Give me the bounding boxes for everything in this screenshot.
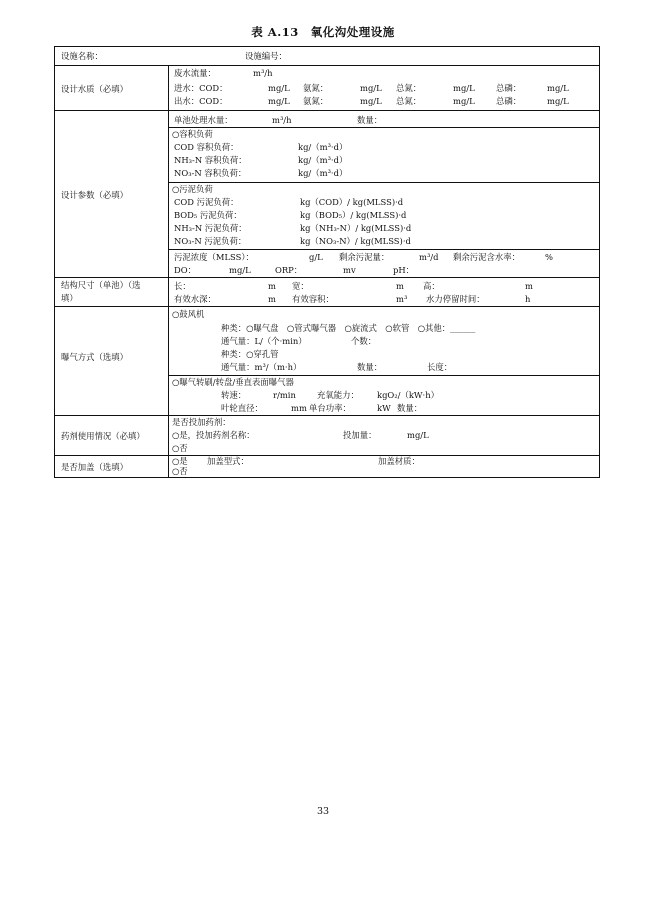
row-divider <box>55 455 599 456</box>
qty-label: 数量： <box>397 403 423 413</box>
bod-sl-label: BOD₅ 污泥负荷： <box>174 210 242 220</box>
row-divider <box>55 277 599 278</box>
total-p-label: 总磷： <box>496 96 522 106</box>
sub-divider <box>168 249 599 250</box>
unit-mgl: mg/L <box>453 83 475 93</box>
unit-mgl: mg/L <box>268 96 290 106</box>
unit-mgl: mg/L <box>453 96 475 106</box>
design-params-label: 设计参数（必填） <box>61 190 128 200</box>
single-pool-unit: m³/h <box>272 115 292 125</box>
chemical-question: 是否投加药剂： <box>172 417 231 427</box>
page-title: 表 A.13 氧化沟处理设施 <box>251 25 395 39</box>
unit-gl: g/L <box>309 252 323 262</box>
page-number: 33 <box>316 806 330 817</box>
count-label: 数量： <box>357 115 383 125</box>
unit-m: m <box>525 281 533 291</box>
dose-label: 投加量： <box>343 430 377 440</box>
excess-label: 剩余污泥量： <box>339 252 390 262</box>
total-n-label: 总氮： <box>396 83 422 93</box>
aeration-label: 曝气方式（选填） <box>61 352 128 362</box>
depth-label: 有效水深： <box>174 294 216 304</box>
unit-mgl: mg/L <box>360 96 382 106</box>
unit-h: h <box>525 294 531 304</box>
width-label: 宽： <box>292 281 309 291</box>
total-p-label: 总磷： <box>496 83 522 93</box>
pipe-length-label: 长度： <box>427 362 453 372</box>
rmin-unit: r/min <box>273 390 296 400</box>
chemical-no-option: ○否 <box>172 443 188 453</box>
diffuser-type-line: 种类：○曝气盘 ○管式曝气器 ○旋流式 ○软管 ○其他：______ <box>221 323 476 333</box>
mv-unit: mv <box>343 265 356 275</box>
impeller-label: 叶轮直径： <box>221 403 263 413</box>
unit-mgl: mg/L <box>547 83 569 93</box>
cod-sl-label: COD 污泥负荷： <box>174 197 239 207</box>
outlet-cod-label: 出水：COD： <box>174 96 228 106</box>
unit-m: m <box>396 281 404 291</box>
nh3-sl-label: NH₃-N 污泥负荷： <box>174 223 247 233</box>
sub-divider <box>168 127 599 128</box>
percent-unit: % <box>545 252 553 262</box>
unit-m: m <box>268 281 276 291</box>
oxygen-unit: kgO₂/（kW·h） <box>377 390 439 400</box>
total-n-label: 总氮： <box>396 96 422 106</box>
row-divider <box>55 110 599 111</box>
ph-label: pH： <box>393 265 415 275</box>
cover-type-label: 加盖型式： <box>207 456 249 466</box>
moisture-label: 剩余污泥含水率： <box>453 252 520 262</box>
cover-label: 是否加盖（选填） <box>61 462 128 472</box>
blower-option: ○鼓风机 <box>172 309 205 319</box>
cover-yes-option: ○是 <box>172 456 188 466</box>
orp-label: ORP： <box>275 265 303 275</box>
nh3-sl-unit: kg（NH₃-N）/ kg(MLSS)·d <box>300 223 412 233</box>
vol-unit: kg/（m³·d） <box>298 155 348 165</box>
hrt-label: 水力停留时间： <box>426 294 485 304</box>
sludge-load-option: ○污泥负荷 <box>172 184 213 194</box>
mm-unit: mm <box>291 403 307 413</box>
length-label: 长： <box>174 281 191 291</box>
single-pool-label: 单池处理水量： <box>174 115 233 125</box>
bod-sl-unit: kg（BOD₅）/ kg(MLSS)·d <box>300 210 407 220</box>
oxygen-label: 充氧能力： <box>317 390 359 400</box>
vol-unit: kg/（m³·d） <box>298 142 348 152</box>
mlss-label: 污泥浓度（MLSS）： <box>174 252 254 262</box>
sub-divider <box>168 375 599 376</box>
sub-divider <box>168 182 599 183</box>
unit-mgl: mg/L <box>229 265 251 275</box>
unit-mgl: mg/L <box>407 430 429 440</box>
speed-label: 转速： <box>221 390 247 400</box>
facility-form-table <box>54 46 600 478</box>
airflow-label: 通气量：L/（个·min） <box>221 336 307 346</box>
row-divider <box>55 65 599 66</box>
structure-label-cont: 填） <box>61 293 78 303</box>
airflow2-label: 通气量：m³/（m·h） <box>221 362 302 372</box>
do-label: DO： <box>174 265 196 275</box>
vol-load-option: ○容积负荷 <box>172 129 213 139</box>
unit-m3: m³ <box>396 294 408 304</box>
chemical-yes-option: ○是，投加药剂名称： <box>172 430 255 440</box>
nh3-vol-label: NH₃-N 容积负荷： <box>174 155 247 165</box>
unit-m: m <box>268 294 276 304</box>
cover-no-option: ○否 <box>172 466 188 476</box>
cover-material-label: 加盖材质： <box>378 456 420 466</box>
row-divider <box>55 415 599 416</box>
facility-name-label: 设施名称： <box>61 51 103 61</box>
kw-unit: kW <box>377 403 391 413</box>
flow-label: 废水流量： <box>174 68 216 78</box>
unit-mgl: mg/L <box>268 83 290 93</box>
brush-option: ○曝气转刷/转盘/垂直表面曝气器 <box>172 377 294 387</box>
height-label: 高： <box>423 281 440 291</box>
power-label: 单台功率： <box>309 403 351 413</box>
vol-unit: kg/（m³·d） <box>298 168 348 178</box>
volume-label: 有效容积： <box>292 294 334 304</box>
chemicals-label: 药剂使用情况（必填） <box>61 431 145 441</box>
water-quality-label: 设计水质（必填） <box>61 84 128 94</box>
row-divider <box>55 306 599 307</box>
quantity-label: 数量： <box>357 362 383 372</box>
excess-unit: m³/d <box>419 252 439 262</box>
unit-mgl: mg/L <box>547 96 569 106</box>
flow-unit: m³/h <box>253 68 273 78</box>
ammonia-label: 氨氮： <box>303 96 329 106</box>
structure-label: 结构尺寸（单池）（选 <box>61 280 141 290</box>
no3-sl-unit: kg（NO₃-N）/ kg(MLSS)·d <box>300 236 411 246</box>
unit-mgl: mg/L <box>360 83 382 93</box>
no3-sl-label: NO₃-N 污泥负荷： <box>174 236 247 246</box>
cod-vol-label: COD 容积负荷： <box>174 142 239 152</box>
inlet-cod-label: 进水：COD： <box>174 83 228 93</box>
perforated-option: 种类：○穿孔管 <box>221 349 279 359</box>
cod-sl-unit: kg（COD）/ kg(MLSS)·d <box>300 197 404 207</box>
facility-no-label: 设施编号： <box>245 51 287 61</box>
ammonia-label: 氨氮： <box>303 83 329 93</box>
diffuser-count-label: 个数： <box>351 336 377 346</box>
no3-vol-label: NO₃-N 容积负荷： <box>174 168 247 178</box>
